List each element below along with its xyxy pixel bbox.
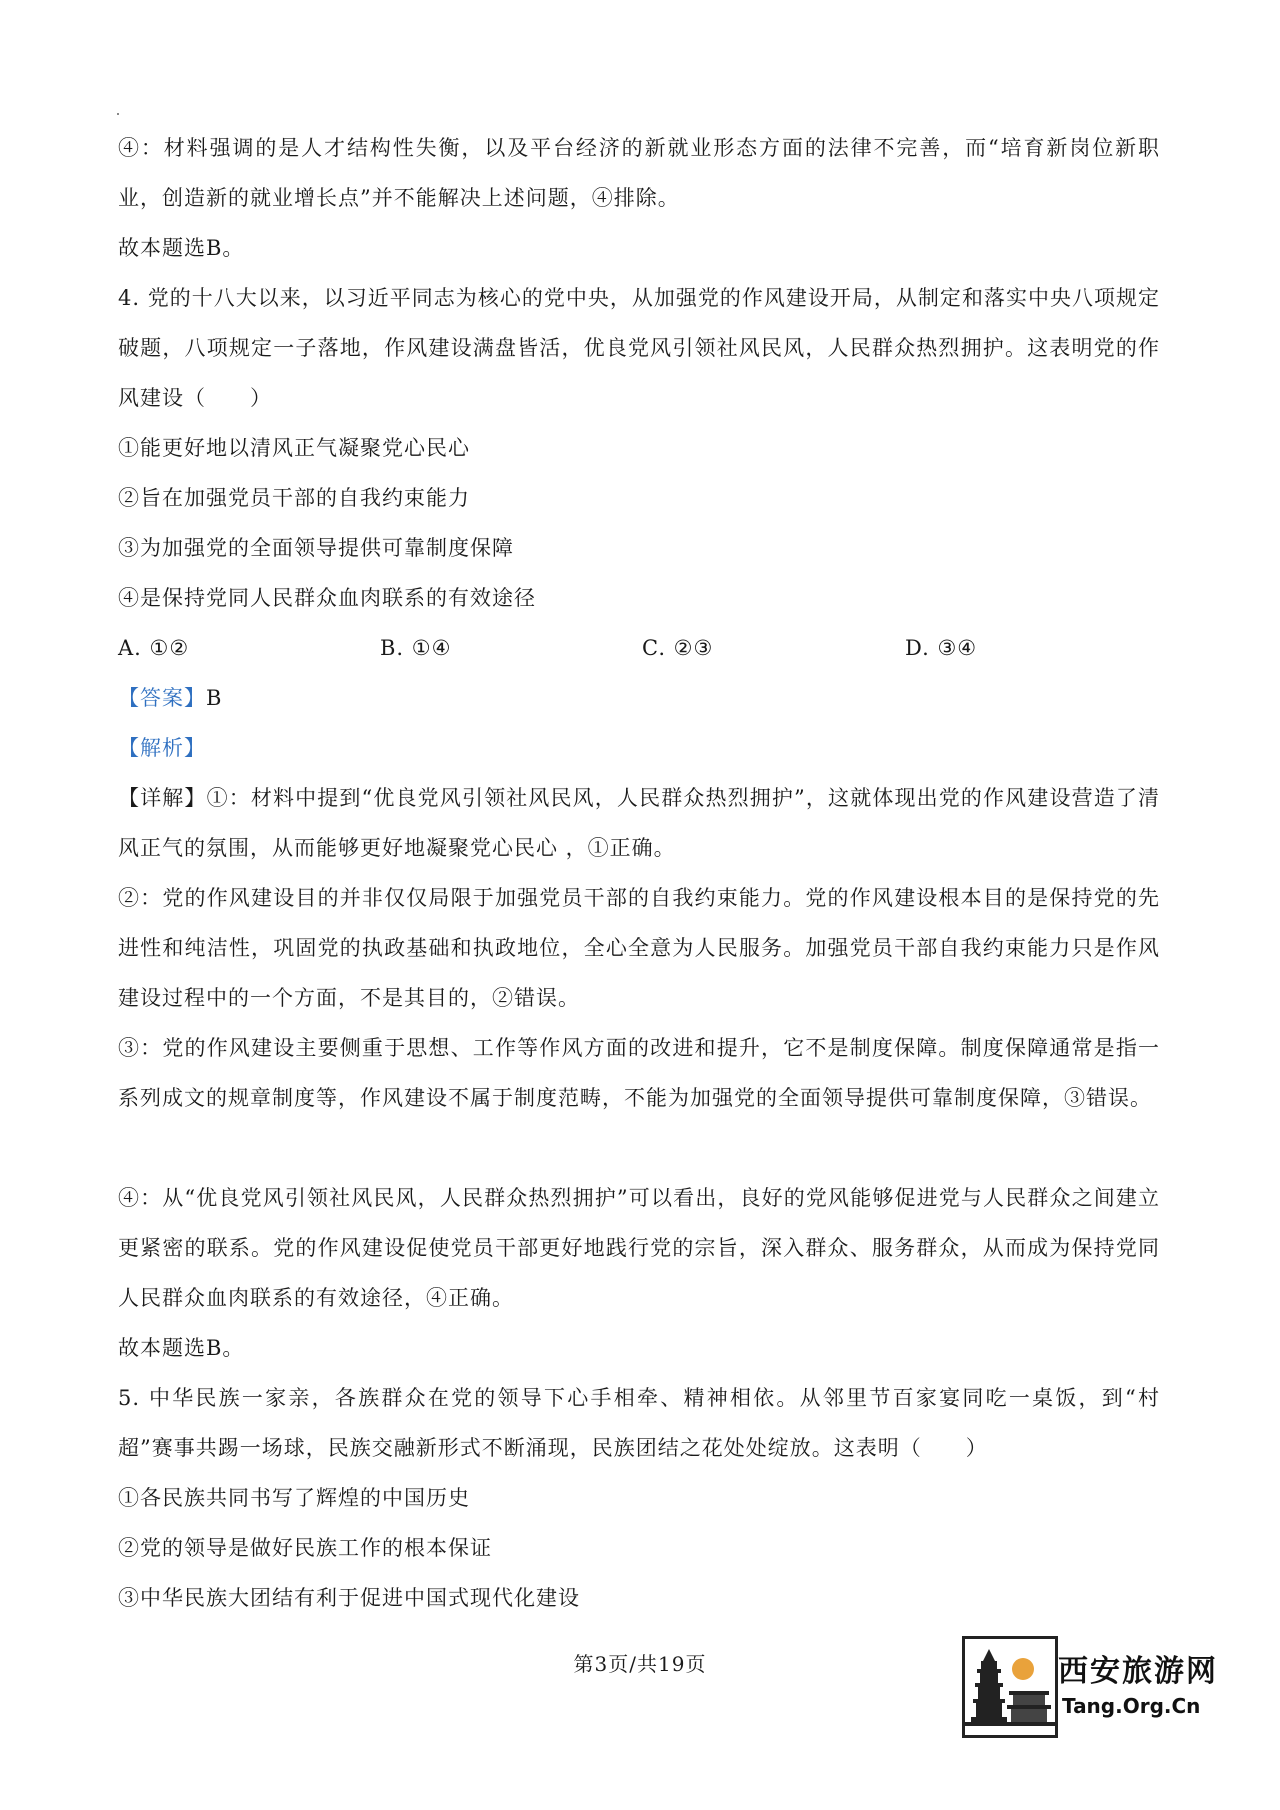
q4-detail-4: ④：从“优良党风引领社风民风，人民群众热烈拥护”可以看出，良好的党风能够促进党与人民群众之间建立更紧密的联系。党的作风建设促使党员干部更好地践行党的宗旨，深入群众、服务群众，从而成为保持党同人民群众血肉联系的有效途径，④正确。: [118, 1186, 1160, 1310]
q4-statement-2: ②旨在加强党员干部的自我约束能力: [118, 486, 470, 510]
analysis-tag: 【解析】: [118, 736, 206, 760]
detail-text: ①：材料中提到“优良党风引领社风民风，人民群众热烈拥护”，这就体现出党的作风建设营造了清风正气的氛围，从而能够更好地凝聚党心民心 ，①正确。: [118, 786, 1161, 860]
q3-conclusion: 故本题选B。: [118, 236, 245, 260]
q4-option-d: D. ③④: [905, 636, 978, 660]
page-number: 第3页/共19页: [573, 1652, 707, 1676]
watermark-logo: [962, 1636, 1218, 1736]
q4-detail-1: [118, 773, 1160, 873]
q4-analysis-heading: [118, 723, 206, 773]
q5-stem: 5. 中华民族一家亲，各族群众在党的领导下心手相牵、精神相依。从邻里节百家宴同吃一桌饭，到“村超”赛事共踢一场球，民族交融新形式不断涌现，民族团结之花处处绽放。这表明（ ）: [118, 1386, 1160, 1460]
pagoda-icon: [962, 1636, 1058, 1738]
q4-stem: 4. 党的十八大以来，以习近平同志为核心的党中央，从加强党的作风建设开局，从制定和落实中央八项规定破题，八项规定一子落地，作风建设满盘皆活，优良党风引领社风民风，人民群众热烈拥护。这表明党的作风建设（ ）: [118, 286, 1160, 410]
q4-statement-4: ④是保持党同人民群众血肉联系的有效途径: [118, 586, 536, 610]
scan-dot: [117, 113, 119, 115]
q4-detail-2: ②：党的作风建设目的并非仅仅局限于加强党员干部的自我约束能力。党的作风建设根本目的是保持党的先进性和纯洁性，巩固党的执政基础和执政地位，全心全意为人民服务。加强党员干部自我约束能力只是作风建设过程中的一个方面，不是其目的，②错误。: [118, 886, 1160, 1010]
q4-option-a: A. ①②: [118, 636, 190, 660]
watermark-url: Tang.Org.Cn: [1062, 1694, 1201, 1718]
q4-conclusion: 故本题选B。: [118, 1336, 245, 1360]
q4-answer: [118, 673, 222, 723]
watermark-title: 西安旅游网: [1058, 1654, 1218, 1689]
detail-tag: 【详解】: [118, 786, 207, 810]
q4-statement-1: ①能更好地以清风正气凝聚党心民心: [118, 436, 470, 460]
q5-statement-2: ②党的领导是做好民族工作的根本保证: [118, 1536, 492, 1560]
answer-value: B: [206, 686, 223, 710]
q4-option-b: B. ①④: [380, 636, 452, 660]
q5-statement-3: ③中华民族大团结有利于促进中国式现代化建设: [118, 1586, 580, 1610]
q3-analysis-item4: ④：材料强调的是人才结构性失衡，以及平台经济的新就业形态方面的法律不完善，而“培育新岗位新职业，创造新的就业增长点”并不能解决上述问题，④排除。: [118, 136, 1160, 210]
q4-statement-3: ③为加强党的全面领导提供可靠制度保障: [118, 536, 514, 560]
q5-statement-1: ①各民族共同书写了辉煌的中国历史: [118, 1486, 470, 1510]
q4-detail-3: ③：党的作风建设主要侧重于思想、工作等作风方面的改进和提升，它不是制度保障。制度保障通常是指一系列成文的规章制度等，作风建设不属于制度范畴，不能为加强党的全面领导提供可靠制度保障，③错误。: [118, 1036, 1160, 1110]
answer-tag: 【答案】: [118, 686, 206, 710]
q4-option-c: C. ②③: [642, 636, 714, 660]
